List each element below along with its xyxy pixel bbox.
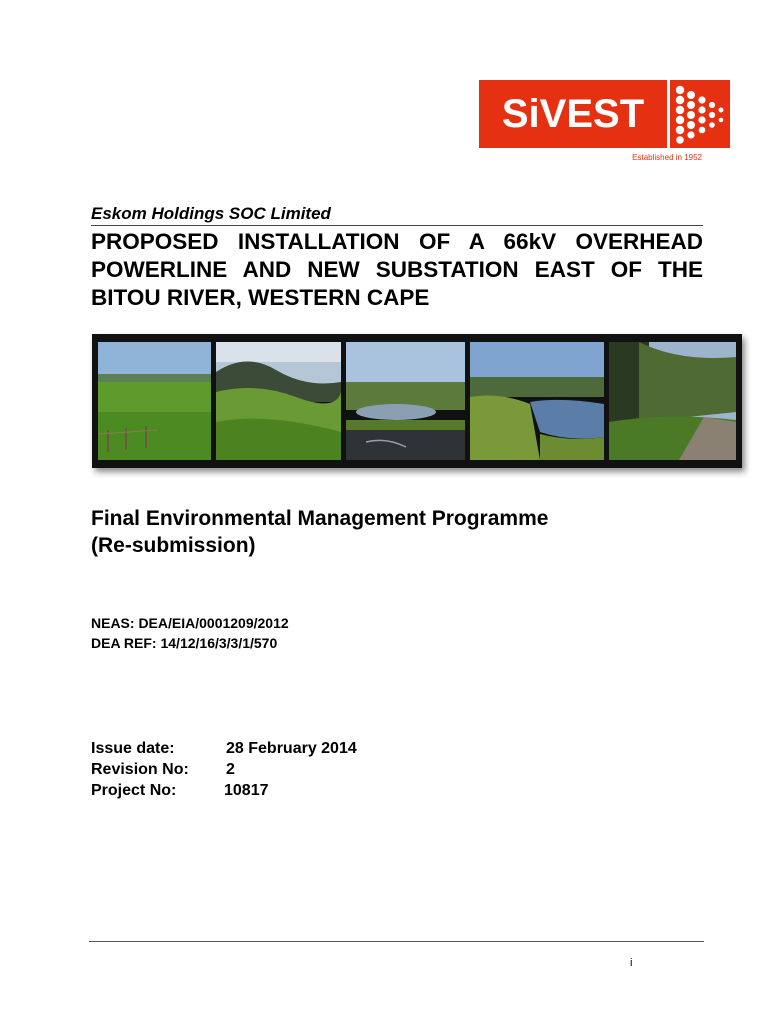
document-title: PROPOSED INSTALLATION OF A 66kV OVERHEAD POWERLINE AND NEW SUBSTATION EAST OF THE BITOU RIVER, WESTERN CAPE (91, 229, 703, 310)
page-number: i (630, 957, 633, 969)
project-value: 10817 (224, 782, 269, 799)
document-subtitle (91, 505, 548, 559)
reference-numbers (91, 613, 289, 653)
neas-reference: NEAS: DEA/EIA/0001209/2012 (91, 615, 289, 631)
subtitle-line-2: (Re-submission) (91, 534, 256, 557)
green-hills-photo (216, 342, 341, 460)
logo-dots-icon (670, 80, 730, 148)
revision-label: Revision No: (91, 761, 189, 778)
tree-lined-path-photo (609, 342, 736, 460)
client-name: Eskom Holdings SOC Limited (91, 204, 703, 226)
logo-wordmark: SiVEST (479, 80, 667, 148)
subtitle-line-1: Final Environmental Management Programme (91, 507, 549, 530)
revision-row (91, 759, 357, 780)
wetland-road-photo (346, 342, 465, 460)
issue-date-label: Issue date: (91, 740, 175, 757)
document-meta (91, 738, 357, 801)
footer-divider (89, 941, 704, 942)
company-logo (479, 80, 730, 162)
revision-value: 2 (226, 761, 235, 778)
project-row (91, 780, 357, 801)
project-label: Project No: (91, 782, 177, 799)
photo-strip (92, 334, 742, 468)
grassland-fence-photo (98, 342, 211, 460)
river-bank-photo (470, 342, 604, 460)
established-tagline: Established in 1952 (632, 153, 702, 162)
issue-date-row (91, 738, 357, 759)
dea-reference: DEA REF: 14/12/16/3/3/1/570 (91, 635, 278, 651)
issue-date-value: 28 February 2014 (226, 740, 357, 757)
